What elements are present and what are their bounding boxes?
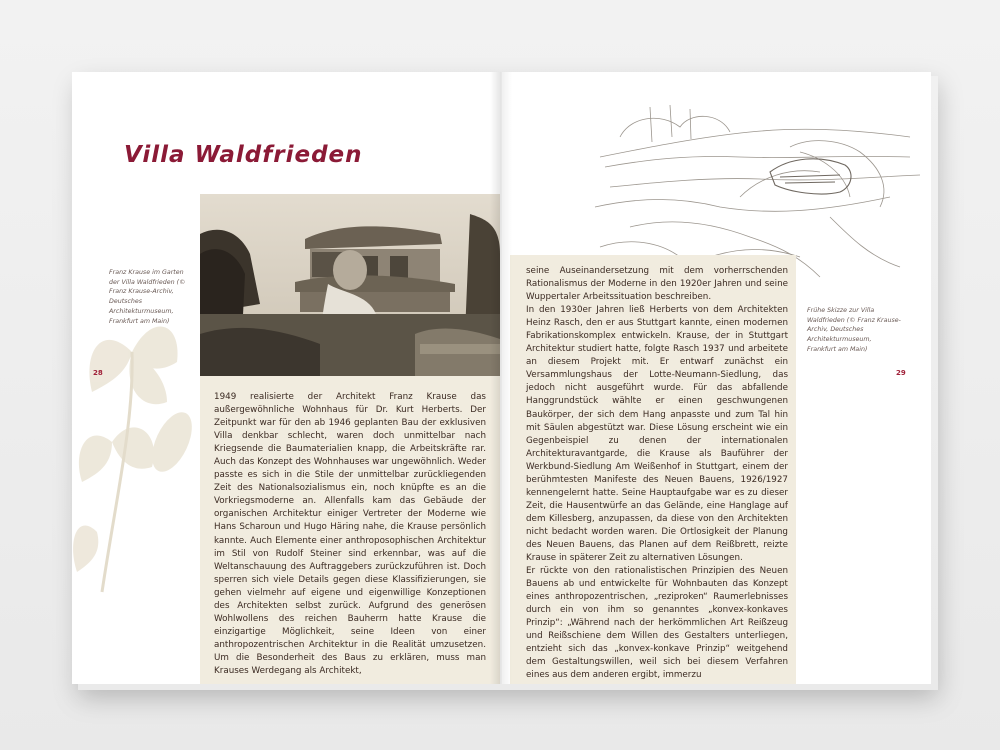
left-page	[72, 72, 500, 684]
paragraph: In den 1930er Jahren ließ Herberts von dem Architekten Heinz Rasch, den er aus Stuttgart kannte, einen modernen Fabrikationskomplex entwickeln. Krause, der in Stuttgart Architektur studiert hatte, folgte Rasch 1937 und arbeitete an diesem Projekt mit. Er entwarf zunächst ein Versammlungshaus der Lotte-Neumann-Siedlung, das jedoch nicht ausgeführt wurde. Für das abfallende Hanggrundstück wählte er einen geschwungenen Baukörper, der sich dem Hang anpasste und zum Tal hin mit Säulen abgestützt war. Diese Lösung erscheint wie ein Gegenbeispiel zu denen der internationalen Architekturavantgarde, die Krause als Bauführer der Werkbund-Siedlung Am Weißenhof in Stuttgart, einem der berühmtesten Manifeste des Neuen Bauens, 1926/1927 kennengelernt hatte. Seine Hauptaufgabe war es zu dieser Zeit, die Hausentwürfe an das Gelände, eine Hanglage auf dem Killesberg, anzupassen, da diese von den Architekten nicht bedacht worden waren. Die Ortlosigkeit der Planung des Neuen Bauens, das Planen auf dem Reißbrett, reizte Krause in späterer Zeit zu alternativen Lösungen.	[526, 305, 788, 564]
text-panel-right	[510, 255, 796, 684]
body-text-left: 1949 realisierte der Architekt Franz Krause das außergewöhnliche Wohnhaus für Dr. Kurt Herberts. Der Zeitpunkt war für den ab 1946 geplanten Bau der exklusiven Villa denkbar schlecht, waren doch unmittelbar nach Kriegsende die Baumaterialien knapp, die Arbeitskräfte rar. Auch das Konzept des Wohnhauses war ungewöhnlich. Weder passte es sich in die Stile der unmittelbar zurückliegenden Zeit des Nationalsozialismus ein, noch knüpfte es an die Vorkriegsmoderne an. Allenfalls kam das Gebäude der organischen Architektur einiger Vertreter der Moderne wie Hans Scharoun und Hugo Häring nahe, die Krause persönlich kannte. Auch Elemente einer anthroposophischen Architektur im Stil von Rudolf Steiner sind erkennbar, was auf die Weltanschauung des Auftraggebers zurückzuführen ist. Doch sperren sich viele Details gegen diese Klassifizierungen, sie gehen vielmehr auf eigene und eigenwillige Konzeptionen des Architekten selbst zurück. Aufgrund des generösen Wohlwollens des reichen Bauherrn hatte Krause die einzigartige Möglichkeit, seine Ideen von einer anthropozentrischen Architektur in die Realität umzusetzen. Um die Besonderheit des Baus zu erklären, muss man Krauses Werdegang als Architekt,	[214, 392, 486, 676]
body-text-right	[526, 265, 788, 683]
right-page	[500, 72, 931, 684]
page-number: 28	[93, 369, 103, 377]
photo-franz-krause	[200, 194, 500, 376]
magnolia-watermark	[72, 292, 202, 684]
text-panel-left	[200, 376, 500, 684]
paragraph: Er rückte von den rationalistischen Prinzipien des Neuen Bauens ab und entwickelte für Wohnbauten das Konzept eines anthropozentrischen, „reziproken“ Raumerlebnisses durch ein von ihm so genanntes „konvex-konkaves Prinzip“: „Während nach der herkömmlichen Art Reißzeug und Reißschiene dem Willen des Gestalters unterliegen, entzieht sich das „konvex-konkave Prinzip“ weitgehend dem Gestaltungswillen, weil sich bei diesem Verfahren eines aus dem anderen ergibt, immerzu	[526, 566, 788, 681]
sketch-caption: Frühe Skizze zur Villa Waldfrieden (© Franz Krause-Archiv, Deutsches Architekturmuseum, Frankfurt am Main)	[807, 307, 901, 353]
page-title: Villa Waldfrieden	[124, 142, 363, 168]
page-number: 29	[896, 369, 906, 377]
photo-caption: Franz Krause im Garten der Villa Waldfrieden (© Franz Krause-Archiv, Deutsches Architekturmuseum, Frankfurt am Main)	[109, 269, 186, 325]
paragraph: seine Auseinandersetzung mit dem vorherrschenden Rationalismus der Moderne in den 1920er Jahren und seine Wuppertaler Arbeitssituation beschreiben.	[526, 266, 788, 303]
